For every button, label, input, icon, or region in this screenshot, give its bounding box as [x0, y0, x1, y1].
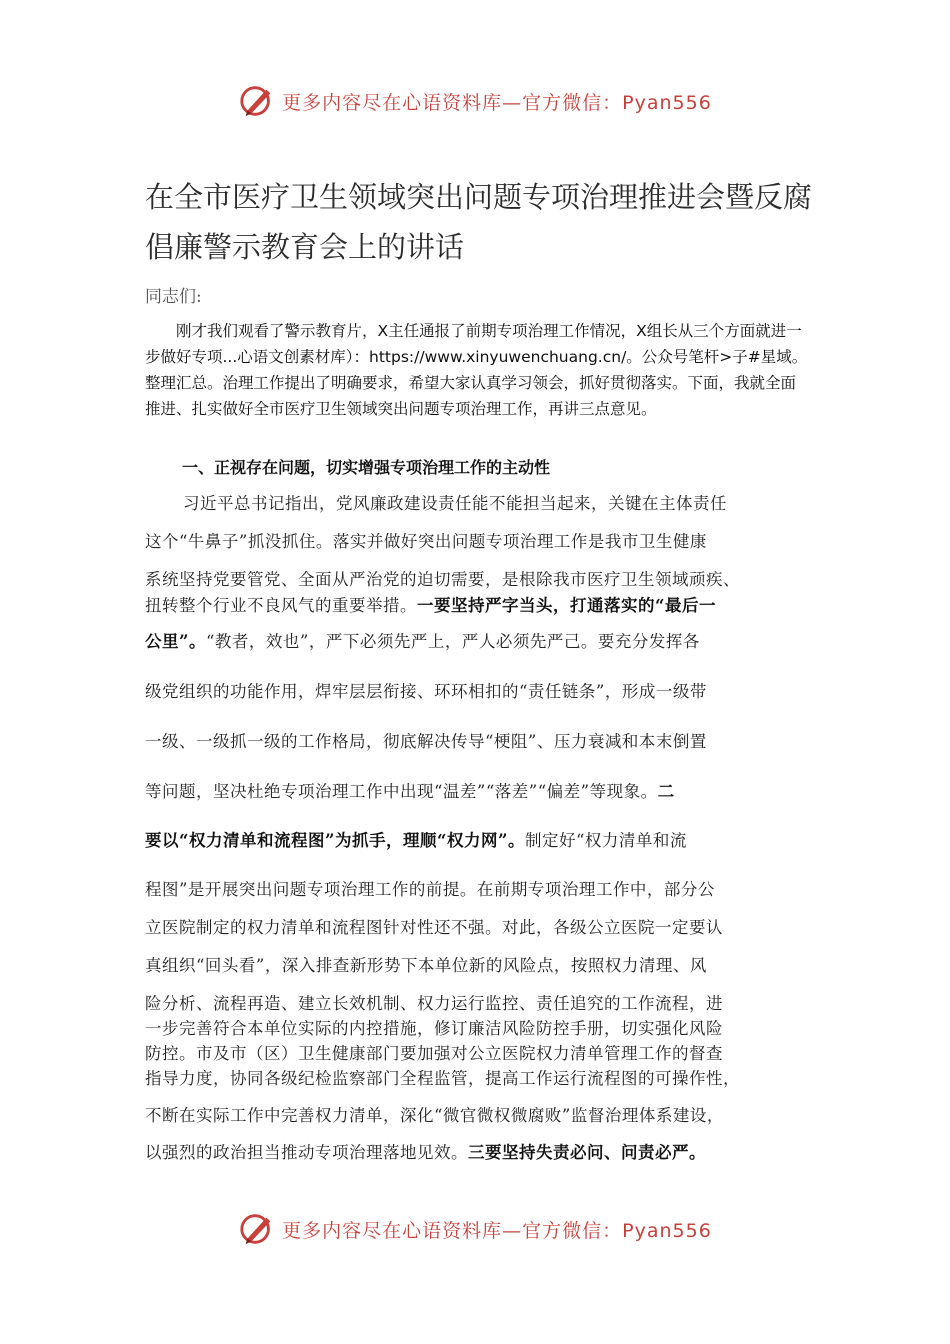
intro-paragraph: 刚才我们观看了警示教育片，X主任通报了前期专项治理工作情况，X组长从三个方面就进一步做好专项...心语文创素材库）：https://www.xinyuwenchuang.cn/。公众号笔杆>子#星域。整理汇总。治理工作提出了明确要求，希望大家认真学习领会，抓好贯彻落实。下面，我就全面推进、扎实做好全市医疗卫生领域突出问题专项治理工作，再讲三点意见。: [145, 322, 808, 418]
title-line-1: 在全市医疗卫生领域突出问题专项治理推进会暨反腐: [145, 180, 813, 214]
bold-point-1-end: 公里”。: [145, 632, 206, 651]
greeting: 同志们:: [145, 287, 202, 307]
bold-point-3: 三要坚持失责必问、问责必严。: [468, 1143, 706, 1162]
pen-logo-icon: [238, 1210, 276, 1248]
body-line: 等问题，坚决杜绝专项治理工作中出现“温差”“落差”“偏差”等现象。二: [145, 782, 675, 801]
body-line: 一步完善符合本单位实际的内控措施，修订廉洁风险防控手册，切实强化风险: [145, 1019, 723, 1038]
bold-point-2: 二: [657, 782, 675, 801]
body-line: 程图”是开展突出问题专项治理工作的前提。在前期专项治理工作中，部分公: [145, 880, 715, 899]
body-line: 公里”。“教者，效也”，严下必须先严上，严人必须先严己。要充分发挥各: [145, 632, 700, 651]
banner-text: 更多内容尽在心语资料库—官方微信：Pyan556: [282, 1219, 712, 1242]
document-title: [145, 172, 825, 272]
body-line: 扭转整个行业不良风气的重要举措。一要坚持严字当头，打通落实的“最后一: [145, 596, 716, 615]
body-line: 这个“牛鼻子”抓没抓住。落实并做好突出问题专项治理工作是我市卫生健康: [145, 532, 707, 551]
body-line: 以强烈的政治担当推动专项治理落地见效。三要坚持失责必问、问责必严。: [145, 1143, 706, 1162]
section-heading-1: 一、正视存在问题，切实增强专项治理工作的主动性: [182, 458, 551, 477]
body-line: 险分析、流程再造、建立长效机制、权力运行监控、责任追究的工作流程，进: [145, 994, 723, 1013]
header-banner: [0, 82, 950, 120]
footer-banner: [0, 1210, 950, 1248]
banner-text: 更多内容尽在心语资料库—官方微信：Pyan556: [282, 91, 712, 114]
wechat-id: Pyan556: [622, 91, 712, 114]
body-line: 一级、一级抓一级的工作格局，彻底解决传导“梗阻”、压力衰减和本末倒置: [145, 732, 707, 751]
body-line: 真组织“回头看”，深入排查新形势下本单位新的风险点，按照权力清理、风: [145, 956, 707, 975]
body-line: 立医院制定的权力清单和流程图针对性还不强。对此，各级公立医院一定要认: [145, 918, 723, 937]
pen-logo-icon: [238, 82, 276, 120]
body-line: 防控。市及市（区）卫生健康部门要加强对公立医院权力清单管理工作的督查: [145, 1044, 723, 1063]
bold-point-1: 一要坚持严字当头，打通落实的“最后一: [417, 596, 716, 615]
body-line: 不断在实际工作中完善权力清单，深化“微官微权微腐败”监督治理体系建设，: [145, 1106, 724, 1125]
bold-point-2-end: 要以“权力清单和流程图”为抓手，理顺“权力网”。: [145, 831, 525, 850]
body-line: 级党组织的功能作用，焊牢层层衔接、环环相扣的“责任链条”，形成一级带: [145, 682, 707, 701]
title-line-2: 倡廉警示教育会上的讲话: [145, 230, 465, 264]
body-line: 要以“权力清单和流程图”为抓手，理顺“权力网”。制定好“权力清单和流: [145, 831, 687, 850]
wechat-id: Pyan556: [622, 1219, 712, 1242]
body-line: 系统坚持党要管党、全面从严治党的迫切需要，是根除我市医疗卫生领域顽疾、: [145, 570, 740, 589]
body-line: 习近平总书记指出，党风廉政建设责任能不能担当起来，关键在主体责任: [183, 494, 727, 513]
body-line: 指导力度，协同各级纪检监察部门全程监管，提高工作运行流程图的可操作性，: [145, 1069, 740, 1088]
